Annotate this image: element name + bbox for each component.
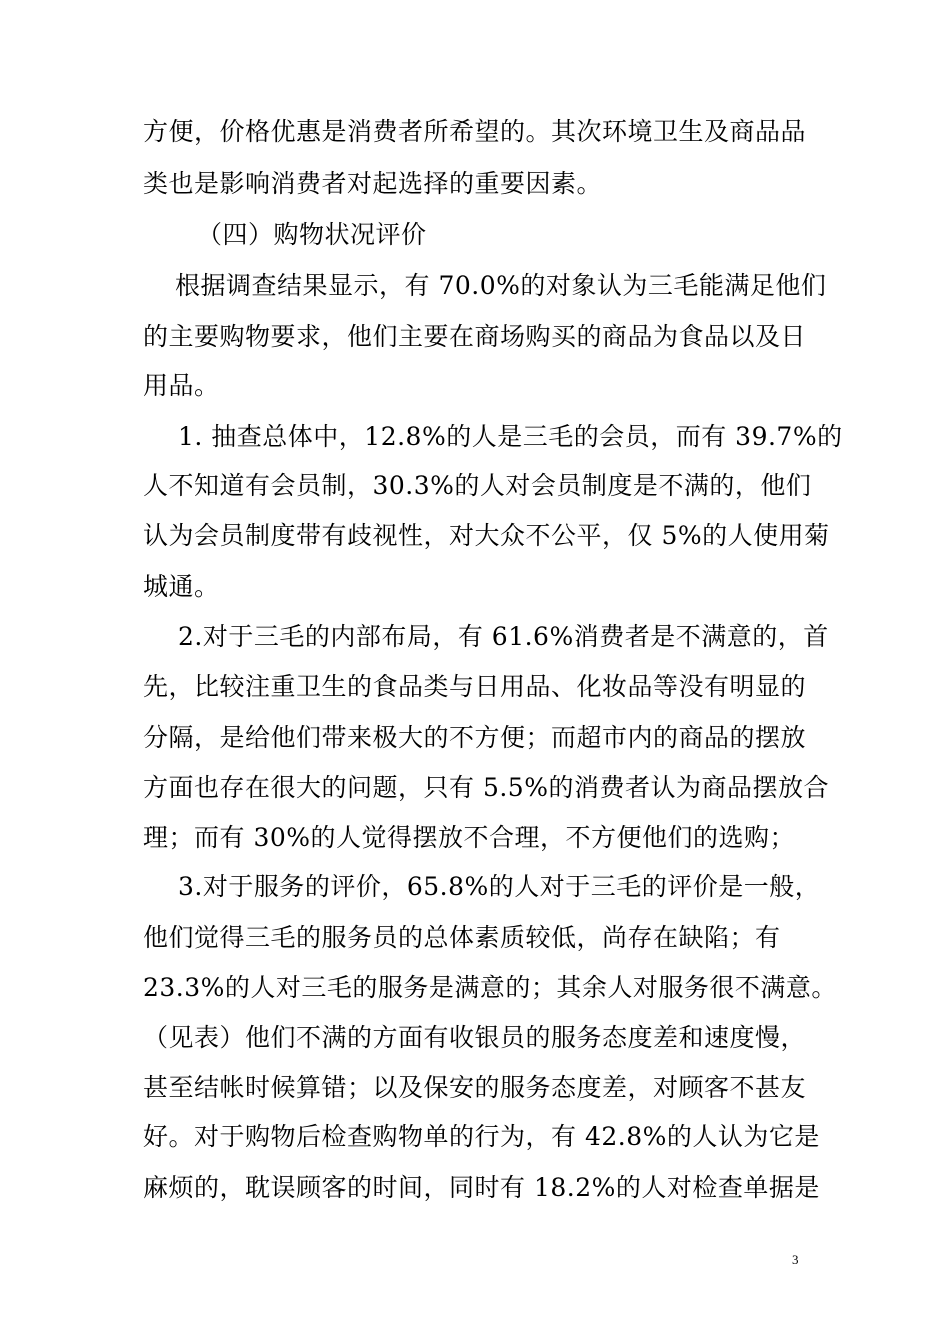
text-line: 人不知道有会员制，30.3%的人对会员制度是不满的，他们 [143, 471, 812, 500]
text-line: 麻烦的，耽误顾客的时间，同时有 18.2%的人对检查单据是 [143, 1173, 820, 1202]
text-line: 先，比较注重卫生的食品类与日用品、化妆品等没有明显的 [143, 672, 807, 701]
text-line: 理；而有 30%的人觉得摆放不合理，不方便他们的选购； [143, 823, 796, 852]
text-line: 城通。 [143, 572, 220, 601]
text-line: 2.对于三毛的内部布局，有 61.6%消费者是不满意的，首 [178, 622, 829, 651]
text-line: 方便，价格优惠是消费者所希望的。其次环境卫生及商品品 [143, 117, 807, 146]
text-line: 23.3%的人对三毛的服务是满意的；其余人对服务很不满意。 [143, 973, 837, 1002]
text-line: 根据调查结果显示，有 70.0%的对象认为三毛能满足他们 [175, 271, 827, 300]
text-line: 1. 抽查总体中，12.8%的人是三毛的会员，而有 39.7%的 [178, 422, 843, 451]
page-number: 3 [792, 1252, 799, 1267]
text-line: 用品。 [143, 371, 220, 400]
text-line: 的主要购物要求，他们主要在商场购买的商品为食品以及日 [143, 322, 807, 351]
text-line: （见表）他们不满的方面有收银员的服务态度差和速度慢， [143, 1023, 807, 1052]
text-line: 类也是影响消费者对起选择的重要因素。 [143, 169, 603, 198]
section-heading: （四）购物状况评价 [197, 220, 427, 249]
text-line: 方面也存在很大的问题，只有 5.5%的消费者认为商品摆放合 [143, 773, 829, 802]
text-line: 认为会员制度带有歧视性，对大众不公平，仅 5%的人使用菊 [143, 521, 830, 550]
text-line: 甚至结帐时候算错；以及保安的服务态度差，对顾客不甚友 [143, 1073, 807, 1102]
text-line: 3.对于服务的评价，65.8%的人对于三毛的评价是一般， [178, 872, 821, 901]
text-line: 分隔，是给他们带来极大的不方便；而超市内的商品的摆放 [143, 723, 807, 752]
text-line: 他们觉得三毛的服务员的总体素质较低，尚存在缺陷；有 [143, 923, 781, 952]
text-line: 好。对于购物后检查购物单的行为，有 42.8%的人认为它是 [143, 1122, 820, 1151]
